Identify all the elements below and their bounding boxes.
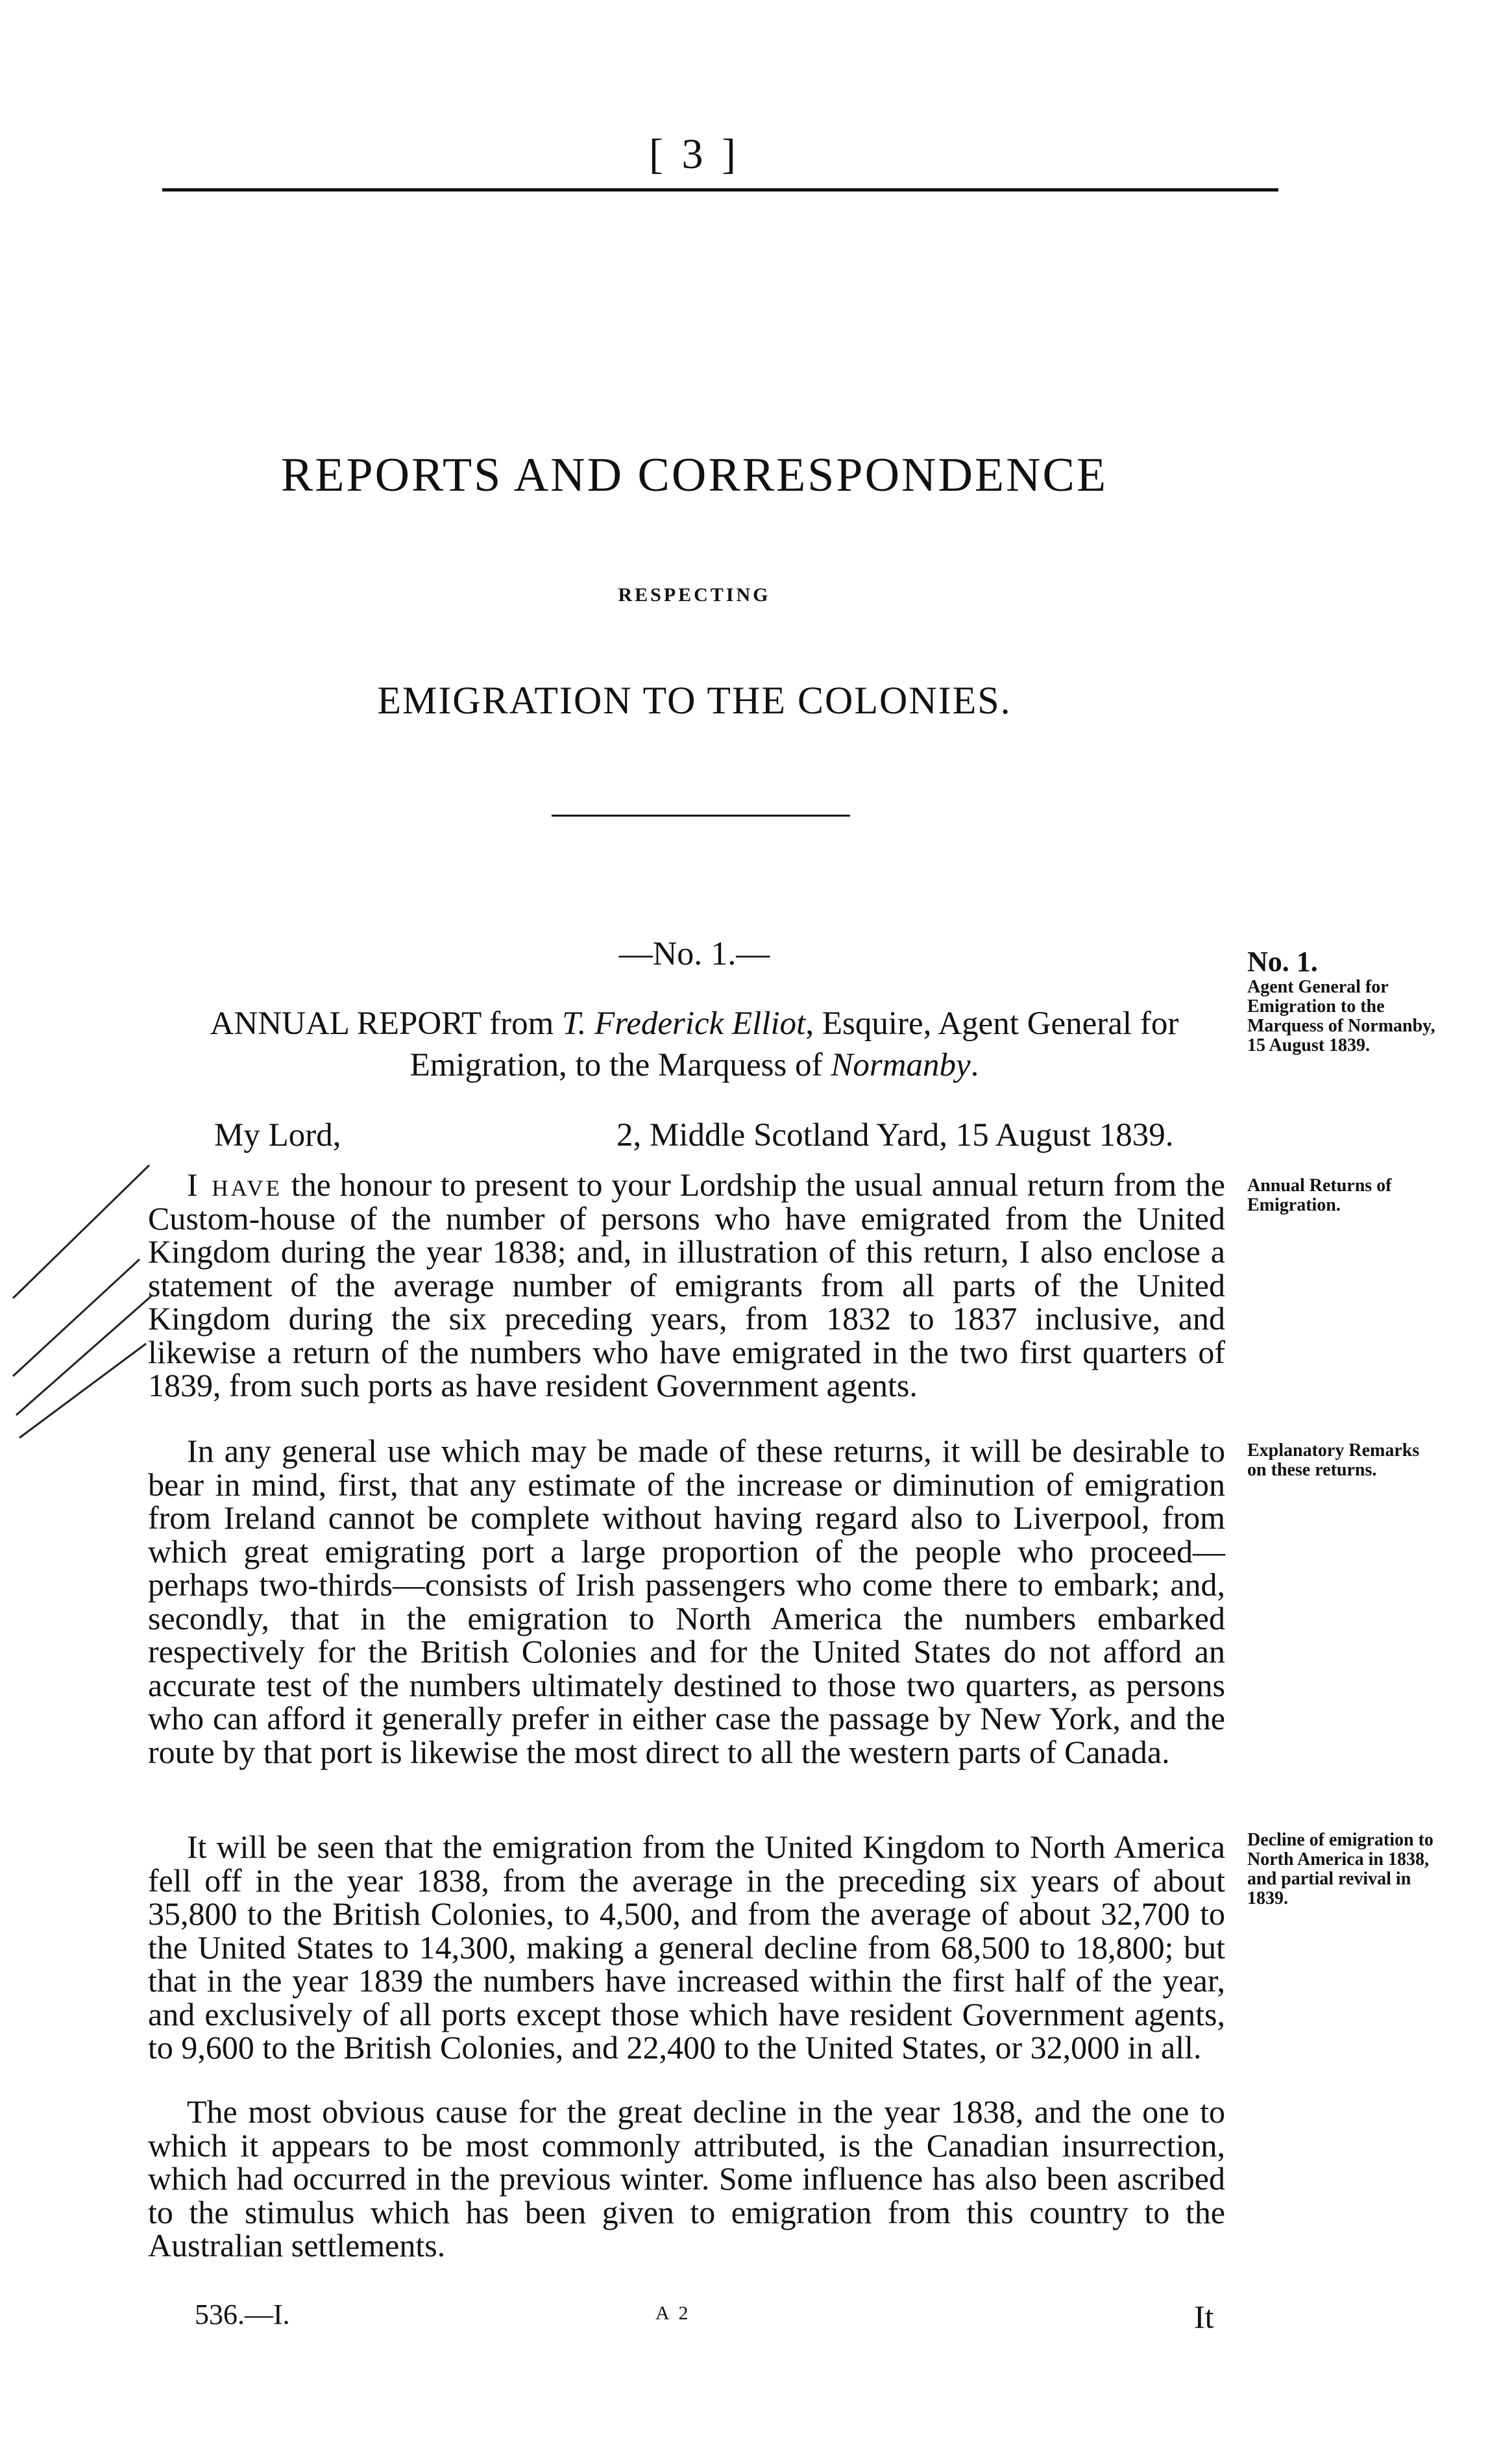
heading-recipient: Normanby — [831, 1047, 971, 1083]
margin-note-number: No. 1. — [1247, 946, 1318, 978]
pencil-stroke — [19, 1344, 146, 1438]
header-rule — [162, 188, 1278, 191]
paragraph-1-opening: I have — [187, 1166, 283, 1203]
paragraph-3-body: It will be seen that the emigration from the United Kingdom to North America fell off in the year 1838, from the average in the preceding six years of about 35,800 to the British Colonies, to 4,500, and from the average of about 32,700 to the United States to 14,300, making a general decline from 68,500 to 18,800; but that in the year 1839 the numbers have increased within the first half of the year, and exclusively of all ports except those which have resident Government agents, to 9,600 to the British Colonies, and 22,400 to the United States, or 32,000 in all. — [148, 1829, 1225, 2066]
pencil-annotation-marks — [0, 1149, 169, 1441]
footer-sheet-number: 536.—I. — [195, 2299, 290, 2330]
letter-address-date: 2, Middle Scotland Yard, 15 August 1839. — [616, 1117, 1174, 1153]
paragraph-2-body: In any general use which may be made of these returns, it will be desirable to bear in mind, first, that any estimate of the increase or diminution of emigration from Ireland cannot be complete without having regard also to Liverpool, from which great emigrating port a large proportion of the people who proceed—perhaps two-thirds—consists of Irish passengers who come there to embark; and, secondly, that in the emigration to North America the numbers embarked respectively for the British Colonies and for the United States do not afford an accurate test of the numbers ultimately destined to those two quarters, as persons who can afford it generally prefer in either case the passage by New York, and the route by that port is likewise the most direct to all the western parts of Canada. — [148, 1433, 1225, 1770]
report-number: —No. 1.— — [618, 935, 770, 972]
paragraph-3 — [148, 1831, 1225, 2065]
report-heading — [162, 1003, 1226, 1086]
respecting-label: RESPECTING — [618, 584, 771, 606]
heading-author: T. Frederick Elliot — [562, 1005, 806, 1042]
heading-middle: , Esquire, Agent General for Emigration, to the Marquess of — [409, 1005, 1179, 1083]
footer-catchword: It — [1194, 2299, 1214, 2335]
heading-end: . — [970, 1047, 979, 1083]
paragraph-2 — [148, 1435, 1225, 1769]
paragraph-4-body: The most obvious cause for the great decline in the year 1838, and the one to which it appears to be most commonly attributed, is the Canadian insurrection, which had occurred in the previous winter. Some influence has also been ascribed to the stimulus which has been given to emigration from this country to the Australian settlements. — [148, 2093, 1225, 2263]
document-subtitle: EMIGRATION TO THE COLONIES. — [377, 679, 1012, 722]
salutation: My Lord, — [214, 1117, 341, 1153]
paragraph-4 — [148, 2095, 1225, 2263]
margin-note-3: Explanatory Remarks on these returns. — [1247, 1440, 1420, 1480]
pencil-stroke — [13, 1165, 149, 1298]
page-number: [ 3 ] — [649, 130, 740, 178]
margin-note-1-text: Agent General for Emigration to the Marquess of Normanby, 15 August 1839. — [1247, 977, 1435, 1055]
heading-prefix: ANNUAL REPORT from — [210, 1005, 563, 1042]
document-title: REPORTS AND CORRESPONDENCE — [280, 449, 1108, 502]
margin-note-4: Decline of emigration to North America in 1838, and partial revival in 1839. — [1247, 1830, 1433, 1908]
title-divider — [552, 815, 850, 817]
paragraph-1-body: the honour to present to your Lordship the usual annual return from the Custom-house of the number of persons who have emigrated from the United Kingdom during the year 1838; and, in illustration of this return, I also enclose a statement of the average number of emigrants from all parts of the United Kingdom during the six preceding years, from 1832 to 1837 inclusive, and likewise a return of the numbers who have emigrated in the two first quarters of 1839, from such ports as have resident Government agents. — [148, 1166, 1225, 1403]
pencil-stroke — [13, 1259, 140, 1376]
margin-note-1 — [1247, 946, 1435, 1055]
paragraph-1 — [148, 1168, 1225, 1403]
footer-signature-mark: A 2 — [655, 2302, 691, 2324]
margin-note-2: Annual Returns of Emigration. — [1247, 1176, 1392, 1215]
